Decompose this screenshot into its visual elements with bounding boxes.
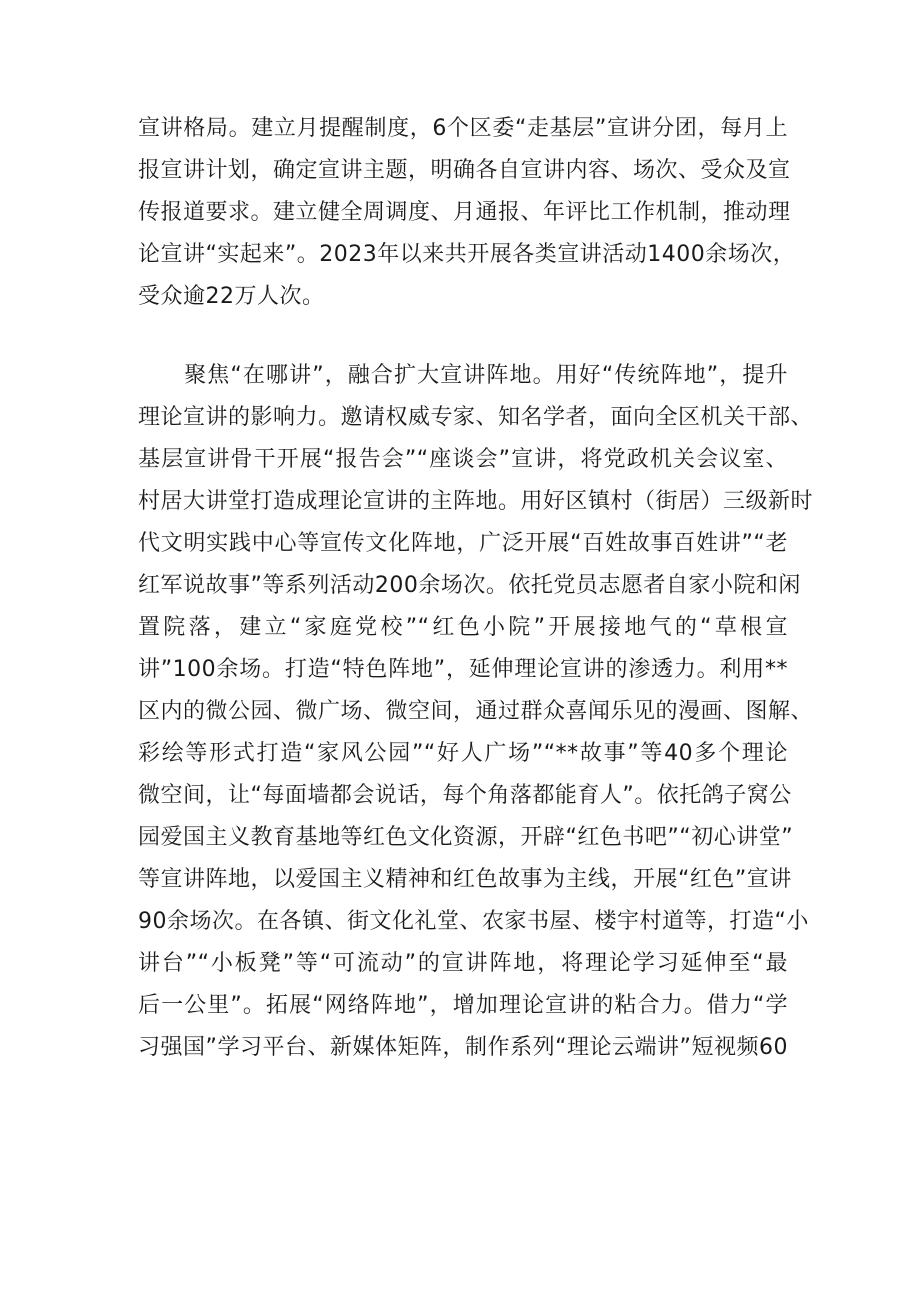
paragraph-publicity-venues bbox=[138, 355, 814, 1069]
paragraph-spacer bbox=[138, 318, 788, 355]
text-line: 宣讲格局。建立月提醒制度，6个区委“走基层”宣讲分团，每月上 bbox=[138, 116, 788, 141]
text-line: 等宣讲阵地，以爱国主义精神和红色故事为主线，开展“红色”宣讲 bbox=[138, 867, 792, 892]
text-line: 理论宣讲的影响力。邀请权威专家、知名学者，面向全区机关干部、 bbox=[138, 405, 814, 430]
text-line: 代文明实践中心等宣传文化阵地，广泛开展“百姓故事百姓讲”“老 bbox=[138, 531, 788, 556]
text-line: 置院落，建立“家庭党校”“红色小院”开展接地气的“草根宣 bbox=[138, 615, 788, 640]
paragraph-publicity-pattern bbox=[138, 108, 796, 318]
text-line: 讲”100余场。打造“特色阵地”，延伸理论宣讲的渗透力。利用** bbox=[138, 657, 788, 682]
text-line: 习强国”学习平台、新媒体矩阵，制作系列“理论云端讲”短视频60 bbox=[138, 1035, 788, 1060]
text-line: 红军说故事”等系列活动200余场次。依托党员志愿者自家小院和闲 bbox=[138, 573, 801, 598]
text-line: 聚焦“在哪讲”，融合扩大宣讲阵地。用好“传统阵地”，提升 bbox=[138, 363, 788, 388]
text-line: 90余场次。在各镇、街文化礼堂、农家书屋、楼宇村道等，打造“小 bbox=[138, 909, 809, 934]
text-line: 基层宣讲骨干开展“报告会”“座谈会”宣讲，将党政机关会议室、 bbox=[138, 447, 788, 472]
text-line: 微空间，让“每面墙都会说话，每个角落都能育人”。依托鸽子窝公 bbox=[138, 783, 792, 808]
text-line: 报宣讲计划，确定宣讲主题，明确各自宣讲内容、场次、受众及宣 bbox=[138, 158, 791, 183]
document-page bbox=[138, 108, 814, 1069]
text-line: 区内的微公园、微广场、微空间，通过群众喜闻乐见的漫画、图解、 bbox=[138, 699, 814, 724]
text-line: 受众逾22万人次。 bbox=[138, 284, 325, 309]
text-line: 彩绘等形式打造“家风公园”“好人广场”“**故事”等40多个理论 bbox=[138, 741, 788, 766]
text-line: 后一公里”。拓展“网络阵地”，增加理论宣讲的粘合力。借力“学 bbox=[138, 993, 788, 1018]
text-line: 园爱国主义教育基地等红色文化资源，开辟“红色书吧”“初心讲堂” bbox=[138, 825, 794, 850]
text-line: 村居大讲堂打造成理论宣讲的主阵地。用好区镇村（街居）三级新时 bbox=[138, 489, 814, 514]
text-line: 论宣讲“实起来”。2023年以来共开展各类宣讲活动1400余场次， bbox=[138, 242, 796, 267]
text-line: 传报道要求。建立健全周调度、月通报、年评比工作机制，推动理 bbox=[138, 200, 791, 225]
text-line: 讲台”“小板凳”等“可流动”的宣讲阵地，将理论学习延伸至“最 bbox=[138, 951, 788, 976]
